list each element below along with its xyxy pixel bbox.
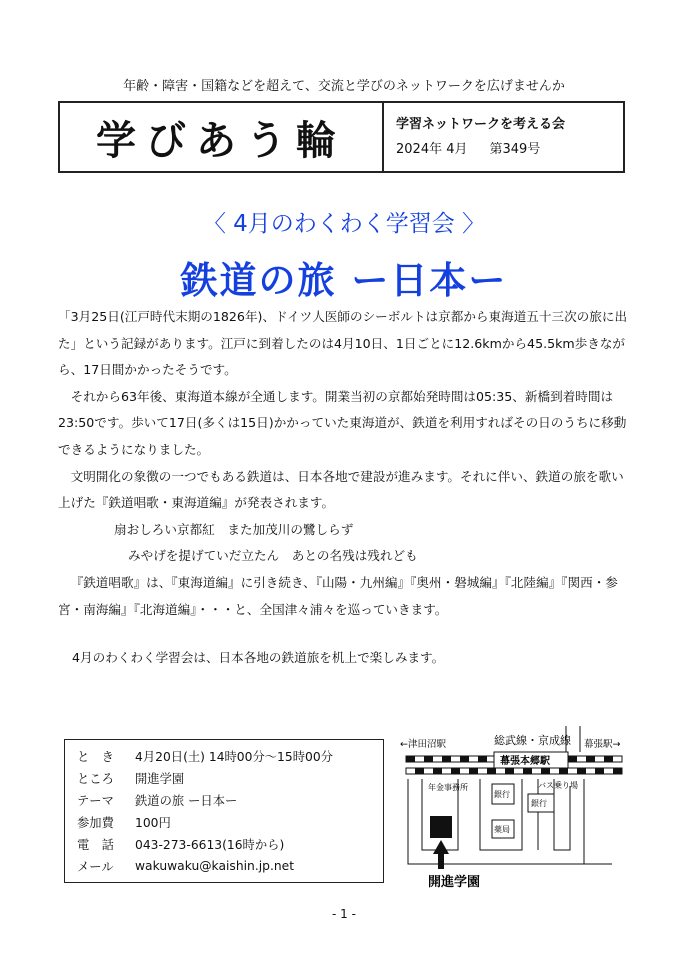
map-label-bank: 銀行 [494,790,510,799]
paragraph: 文明開化の象徴の一つでもある鉄道は、日本各地で建設が進みます。それに伴い、鉄道の旅を歌い上げた『鉄道唱歌・東海道編』が発表されます。 [58,468,624,511]
map-label-pharmacy: 薬局 [494,825,510,834]
paragraph: 「3月25日(江戸時代末期の1826年)、ドイツ人医師のシーボルトは京都から東海道五十三次の旅に出た」という記録があります。江戸に到着したのは4月10日、1日ごとに12.6kmから45.5km歩きながら、17日間かかったそうです。 [58,309,628,378]
masthead-info [384,103,623,171]
access-map [398,724,624,892]
info-row-fee [77,811,383,833]
page-number: - 1 - [332,907,356,921]
map-label-school: 開進学園 [428,875,481,890]
info-value: 043-273-6613(16時から) [135,838,285,852]
info-row-date [77,745,383,767]
map-label-station: 幕張本郷駅 [500,756,550,767]
map-label-pension-office: 年金事務所 [428,783,468,792]
event-title: 鉄道の旅 ー日本ー [180,259,508,302]
info-label: テーマ [77,794,114,808]
info-value: 100円 [135,816,171,830]
map-label-tsudanuma: ←津田沼駅 [400,739,446,750]
article-body [58,304,628,672]
info-value: wakuwaku@kaishin.jp.net [135,859,295,873]
song-verse: 扇おしろい京都紅 また加茂川の鷺しらず [114,521,354,537]
masthead [58,101,625,173]
event-subtitle: 〈 4月のわくわく学習会 〉 [202,211,486,237]
info-row-email [77,855,383,877]
info-value: 4月20日(土) 14時00分～15時00分 [135,750,333,764]
info-label: メール [77,860,114,874]
info-label: 参加費 [77,816,114,830]
map-label-bank: 銀行 [531,799,547,808]
issue-number: 第349号 [489,142,541,157]
info-label: ところ [77,772,114,786]
info-label: と き [77,750,114,764]
school-marker [430,816,452,838]
organization-name: 学習ネットワークを考える会 [396,117,566,132]
info-value: 開進学園 [135,772,185,786]
info-label: 電 話 [77,838,114,852]
info-value: 鉄道の旅 ー日本ー [135,794,238,808]
song-verse: みやげを提げていだ立たん あとの名残は残れども [128,548,418,564]
tagline: 年齢・障害・国籍などを超えて、交流と学びのネットワークを広げませんか [123,79,565,94]
map-label-makuhari: 幕張駅→ [584,739,621,750]
issue-info [396,138,623,157]
event-info-box [64,739,384,883]
info-row-theme [77,789,383,811]
map-label-line: 総武線・京成線 [494,734,571,747]
issue-date: 2024年 4月 [396,142,468,157]
map-label-bus-stop: バス乗り場 [538,781,578,790]
arrow-up-icon [433,840,449,869]
newsletter-logo: 学びあう輪 [60,103,384,171]
info-row-phone [77,833,383,855]
event-intro: 4月のわくわく学習会は、日本各地の鉄道旅を机上で楽しみます。 [72,650,445,666]
paragraph: 『鉄道唱歌』は、『東海道編』に引き続き、『山陽・九州編』『奥州・磐城編』『北陸編』『関西・参宮・南海編』『北海道編』・・・と、全国津々浦々を巡っていきます。 [58,574,618,617]
paragraph: それから63年後、東海道本線が全通します。開業当初の京都始発時間は05:35、新橋到着時間は23:50です。歩いて17日(多くは15日)かかっていた東海道が、鉄道を利用すればその日のうちに移動できるようになりました。 [58,388,627,457]
info-row-place [77,767,383,789]
